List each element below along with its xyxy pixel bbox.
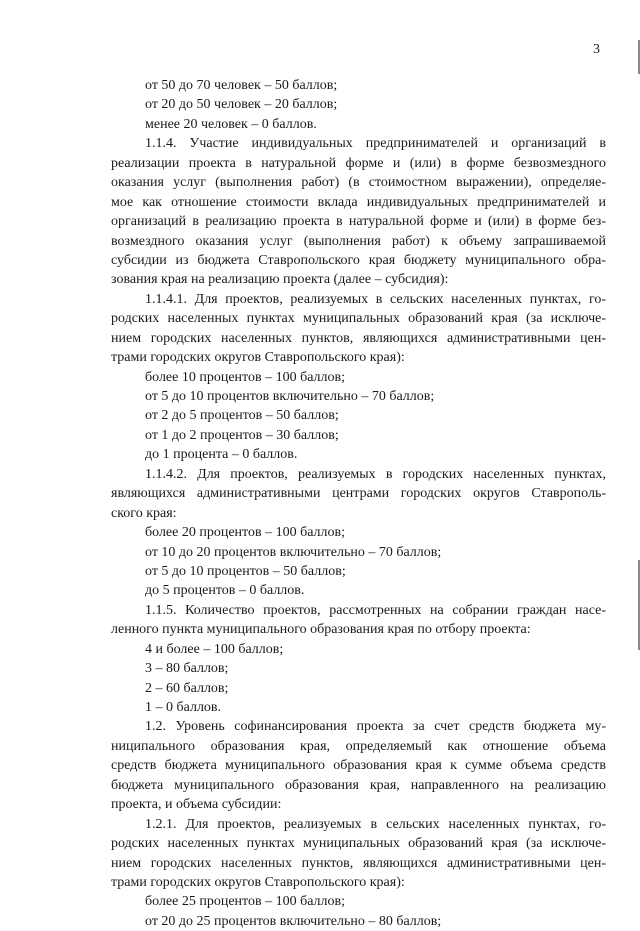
text-line: трами городских округов Ставропольского края): — [111, 350, 405, 366]
text-line: более 20 процентов – 100 баллов; — [145, 525, 346, 541]
text-line: 1.1.5. Количество проектов, рассмотренных на собрании граждан насе- — [145, 602, 606, 618]
text-line: от 1 до 2 процентов – 30 баллов; — [145, 427, 339, 443]
text-line: от 20 до 50 человек – 20 баллов; — [145, 97, 338, 113]
text-line: от 10 до 20 процентов включительно – 70 баллов; — [145, 544, 442, 560]
text-line: более 25 процентов – 100 баллов; — [145, 894, 346, 910]
text-line: организаций в реализацию проекта в натуральной форме и (или) в форме без- — [111, 214, 606, 230]
text-line: более 10 процентов – 100 баллов; — [145, 369, 346, 385]
text-line: нием городских населенных пунктов, являющихся административными цен- — [111, 855, 606, 871]
text-line: до 5 процентов – 0 баллов. — [145, 583, 305, 599]
text-line: нием городских населенных пунктов, являющихся административными цен- — [111, 330, 606, 346]
text-line: от 20 до 25 процентов включительно – 80 баллов; — [145, 913, 442, 929]
text-line: ленного пункта муниципального образования края по отбору проекта: — [111, 622, 531, 638]
text-line: менее 20 человек – 0 баллов. — [145, 116, 317, 132]
text-line: зования края на реализацию проекта (далее – субсидия): — [111, 272, 449, 288]
page-number: 3 — [593, 42, 600, 57]
text-line: 1.2. Уровень софинансирования проекта за счет средств бюджета му- — [145, 719, 606, 735]
text-line: 1.2.1. Для проектов, реализуемых в сельских населенных пунктах, го- — [145, 816, 606, 832]
text-line: 1 – 0 баллов. — [145, 700, 222, 715]
text-line: реализации проекта в натуральной форме и (или) в форме безвозмездного — [111, 155, 606, 171]
text-line: до 1 процента – 0 баллов. — [145, 447, 298, 463]
text-line: ского края: — [111, 505, 177, 521]
text-line: 1.1.4.1. Для проектов, реализуемых в сельских населенных пунктах, го- — [145, 291, 606, 307]
text-line: средств бюджета муниципального образования края к сумме объема средств — [111, 758, 606, 774]
text-line: от 5 до 10 процентов включительно – 70 баллов; — [145, 389, 435, 404]
text-line: от 2 до 5 процентов – 50 баллов; — [145, 408, 339, 424]
text-line: ниципального образования края, определяемый как отношение объема — [111, 738, 606, 754]
text-line: 2 – 60 баллов; — [145, 680, 229, 696]
text-line: 3 – 80 баллов; — [145, 661, 229, 677]
text-line: являющихся административными центрами городских округов Ставрополь- — [111, 486, 606, 502]
text-line: 1.1.4.2. Для проектов, реализуемых в городских населенных пунктах, — [145, 466, 606, 482]
text-line: от 5 до 10 процентов – 50 баллов; — [145, 563, 346, 579]
document-body — [111, 76, 606, 931]
text-line: 4 и более – 100 баллов; — [145, 641, 284, 657]
text-line: субсидии из бюджета Ставропольского края бюджету муниципального обра- — [111, 252, 606, 268]
text-line: родских населенных пунктах муниципальных образований края (за исключе- — [111, 836, 606, 852]
text-line: проекта, и объема субсидии: — [111, 797, 282, 813]
text-line: трами городских округов Ставропольского края): — [111, 874, 405, 890]
text-line: возмездного оказания услуг (выполнения работ) к объему запрашиваемой — [111, 233, 606, 249]
text-line: мое как отношение стоимости вклада индивидуальных предпринимателей и — [111, 194, 606, 210]
text-line: оказания услуг (выполнения работ) (в стоимостном выражении), определяе- — [111, 175, 606, 191]
text-line: 1.1.4. Участие индивидуальных предпринимателей и организаций в — [145, 136, 606, 152]
text-line: родских населенных пунктах муниципальных образований края (за исключе- — [111, 311, 606, 327]
text-line: бюджета муниципального образования края, направленного на реализацию — [111, 777, 606, 793]
text-line: от 50 до 70 человек – 50 баллов; — [145, 78, 338, 93]
